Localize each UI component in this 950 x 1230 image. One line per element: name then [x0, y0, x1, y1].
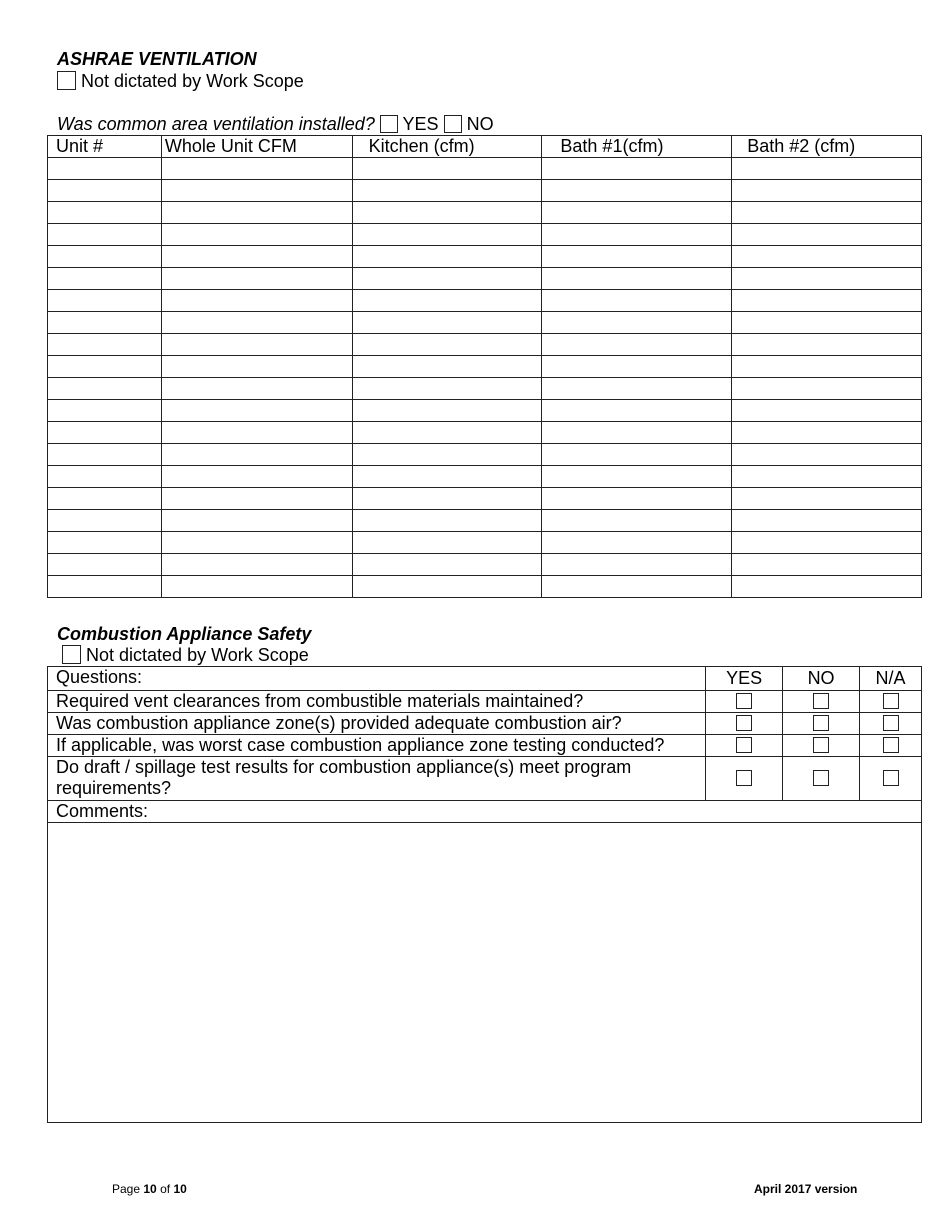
ventilation-cell[interactable] — [48, 488, 162, 510]
ventilation-cell[interactable] — [48, 466, 162, 488]
ventilation-cell[interactable] — [542, 422, 732, 444]
ventilation-cell[interactable] — [352, 400, 542, 422]
ventilation-cell[interactable] — [352, 224, 542, 246]
ventilation-cell[interactable] — [48, 400, 162, 422]
ventilation-cell[interactable] — [542, 400, 732, 422]
ventilation-row — [48, 466, 922, 488]
ventilation-cell[interactable] — [48, 378, 162, 400]
ventilation-cell[interactable] — [48, 356, 162, 378]
ventilation-cell[interactable] — [732, 290, 922, 312]
ventilation-row — [48, 202, 922, 224]
ashrae-title: ASHRAE VENTILATION — [57, 49, 257, 69]
ventilation-cell[interactable] — [161, 422, 352, 444]
ventilation-cell[interactable] — [732, 422, 922, 444]
ventilation-cell[interactable] — [161, 576, 352, 598]
ventilation-cell[interactable] — [161, 510, 352, 532]
q2-no-checkbox[interactable] — [813, 715, 829, 731]
q1-na-checkbox[interactable] — [883, 693, 899, 709]
ventilation-cell[interactable] — [352, 422, 542, 444]
ventilation-cell[interactable] — [352, 510, 542, 532]
ashrae-not-dictated-label: Not dictated by Work Scope — [81, 71, 304, 91]
q2-na-checkbox[interactable] — [883, 715, 899, 731]
q1-yes-checkbox[interactable] — [736, 693, 752, 709]
page-total: 10 — [173, 1182, 187, 1196]
ventilation-cell[interactable] — [48, 246, 162, 268]
ventilation-row — [48, 532, 922, 554]
common-area-yes-label: YES — [402, 114, 439, 134]
ventilation-cell[interactable] — [732, 378, 922, 400]
ventilation-cell[interactable] — [352, 576, 542, 598]
combustion-title: Combustion Appliance Safety — [57, 624, 312, 644]
combustion-not-dictated-row — [62, 645, 309, 666]
ventilation-cell[interactable] — [542, 334, 732, 356]
ventilation-cell[interactable] — [542, 356, 732, 378]
ventilation-cell[interactable] — [732, 554, 922, 576]
ventilation-cell[interactable] — [48, 180, 162, 202]
ventilation-cell[interactable] — [48, 422, 162, 444]
ventilation-cell[interactable] — [161, 158, 352, 180]
ventilation-cell[interactable] — [542, 246, 732, 268]
question-row — [48, 757, 922, 801]
q1-no-checkbox[interactable] — [813, 693, 829, 709]
yes-header: YES — [706, 667, 783, 691]
combustion-not-dictated-label: Not dictated by Work Scope — [86, 645, 309, 665]
version-label: April 2017 version — [754, 1182, 858, 1196]
ventilation-cell[interactable] — [352, 488, 542, 510]
combustion-header-row — [48, 667, 922, 691]
ventilation-row — [48, 180, 922, 202]
comments-label-row — [48, 801, 922, 823]
ventilation-cell[interactable] — [352, 158, 542, 180]
ventilation-cell[interactable] — [48, 576, 162, 598]
ventilation-cell[interactable] — [161, 202, 352, 224]
ventilation-cell[interactable] — [161, 400, 352, 422]
ventilation-cell[interactable] — [542, 554, 732, 576]
q4-yes-checkbox[interactable] — [736, 770, 752, 786]
ventilation-cell[interactable] — [542, 532, 732, 554]
q3-na-checkbox[interactable] — [883, 737, 899, 753]
ventilation-cell[interactable] — [732, 334, 922, 356]
question-row — [48, 691, 922, 713]
question-row — [48, 713, 922, 735]
ventilation-cell[interactable] — [161, 356, 352, 378]
ventilation-cell[interactable] — [48, 334, 162, 356]
ventilation-cell[interactable] — [352, 202, 542, 224]
ashrae-not-dictated-row — [57, 71, 304, 92]
ventilation-row — [48, 444, 922, 466]
ventilation-cell[interactable] — [161, 532, 352, 554]
ventilation-cell[interactable] — [161, 180, 352, 202]
ventilation-cell[interactable] — [161, 444, 352, 466]
ventilation-cell[interactable] — [732, 246, 922, 268]
na-header: N/A — [860, 667, 922, 691]
ventilation-row — [48, 290, 922, 312]
ventilation-cell[interactable] — [732, 444, 922, 466]
comments-area[interactable] — [48, 823, 922, 1123]
ventilation-cell[interactable] — [542, 158, 732, 180]
ventilation-cell[interactable] — [732, 268, 922, 290]
ventilation-row — [48, 224, 922, 246]
comments-label: Comments: — [48, 801, 922, 823]
ventilation-cell[interactable] — [48, 532, 162, 554]
ventilation-row — [48, 334, 922, 356]
ventilation-cell[interactable] — [161, 378, 352, 400]
col-header-bath1: Bath #1(cfm) — [542, 136, 732, 158]
ventilation-cell[interactable] — [732, 400, 922, 422]
ventilation-cell[interactable] — [161, 246, 352, 268]
questions-header: Questions: — [48, 667, 706, 691]
page-current: 10 — [143, 1182, 157, 1196]
ventilation-cell[interactable] — [732, 224, 922, 246]
ventilation-row — [48, 356, 922, 378]
ventilation-cell[interactable] — [542, 576, 732, 598]
ventilation-cell[interactable] — [352, 180, 542, 202]
ventilation-cell[interactable] — [542, 466, 732, 488]
ventilation-cell[interactable] — [542, 444, 732, 466]
page-prefix: Page — [112, 1182, 141, 1196]
no-header: NO — [783, 667, 860, 691]
ventilation-cell[interactable] — [161, 268, 352, 290]
ventilation-cell[interactable] — [732, 158, 922, 180]
common-area-no-label: NO — [466, 114, 494, 134]
ventilation-cell[interactable] — [352, 532, 542, 554]
ventilation-cell[interactable] — [542, 268, 732, 290]
ventilation-header-row — [48, 136, 922, 158]
col-header-kitchen: Kitchen (cfm) — [352, 136, 542, 158]
ventilation-cell[interactable] — [161, 488, 352, 510]
ventilation-cell[interactable] — [732, 202, 922, 224]
ventilation-cell[interactable] — [732, 466, 922, 488]
ventilation-cell[interactable] — [48, 510, 162, 532]
ventilation-row — [48, 312, 922, 334]
ventilation-row — [48, 576, 922, 598]
page-of: of — [160, 1182, 171, 1196]
combustion-table — [47, 666, 922, 1123]
ashrae-not-dictated-checkbox[interactable] — [57, 71, 76, 90]
ventilation-cell[interactable] — [352, 334, 542, 356]
ventilation-cell[interactable] — [48, 444, 162, 466]
ventilation-cell[interactable] — [542, 510, 732, 532]
common-area-yes-checkbox[interactable] — [380, 115, 398, 133]
q4-na-checkbox[interactable] — [883, 770, 899, 786]
ventilation-row — [48, 400, 922, 422]
ventilation-cell[interactable] — [732, 510, 922, 532]
ventilation-cell[interactable] — [732, 488, 922, 510]
ventilation-cell[interactable] — [48, 268, 162, 290]
ventilation-cell[interactable] — [542, 224, 732, 246]
ventilation-row — [48, 378, 922, 400]
common-area-question: Was common area ventilation installed? — [57, 114, 375, 134]
q2-yes-checkbox[interactable] — [736, 715, 752, 731]
ventilation-cell[interactable] — [352, 466, 542, 488]
ventilation-row — [48, 246, 922, 268]
ventilation-cell[interactable] — [352, 290, 542, 312]
comments-area-row — [48, 823, 922, 1123]
common-area-question-row — [57, 114, 494, 135]
ventilation-cell[interactable] — [732, 180, 922, 202]
question-text: Required vent clearances from combustible materials maintained? — [48, 691, 706, 713]
ventilation-row — [48, 268, 922, 290]
ventilation-cell[interactable] — [352, 312, 542, 334]
question-text: Do draft / spillage test results for combustion appliance(s) meet program requirements? — [48, 757, 706, 801]
ventilation-row — [48, 510, 922, 532]
ventilation-cell[interactable] — [161, 290, 352, 312]
ventilation-cell[interactable] — [352, 356, 542, 378]
ventilation-cell[interactable] — [161, 334, 352, 356]
ventilation-row — [48, 422, 922, 444]
ventilation-cell[interactable] — [542, 488, 732, 510]
q4-no-checkbox[interactable] — [813, 770, 829, 786]
ventilation-cell[interactable] — [732, 532, 922, 554]
ventilation-cell[interactable] — [542, 312, 732, 334]
q3-no-checkbox[interactable] — [813, 737, 829, 753]
question-row — [48, 735, 922, 757]
question-text: If applicable, was worst case combustion appliance zone testing conducted? — [48, 735, 706, 757]
ventilation-cell[interactable] — [48, 554, 162, 576]
col-header-unit: Unit # — [48, 136, 162, 158]
ventilation-cell[interactable] — [352, 268, 542, 290]
ventilation-cell[interactable] — [161, 554, 352, 576]
ventilation-cell[interactable] — [48, 290, 162, 312]
ventilation-cell[interactable] — [161, 312, 352, 334]
ventilation-cell[interactable] — [542, 290, 732, 312]
common-area-no-checkbox[interactable] — [444, 115, 462, 133]
ventilation-cell[interactable] — [352, 246, 542, 268]
ventilation-row — [48, 488, 922, 510]
ventilation-row — [48, 158, 922, 180]
ventilation-table — [47, 135, 922, 598]
ventilation-cell[interactable] — [161, 224, 352, 246]
ventilation-row — [48, 554, 922, 576]
ventilation-cell[interactable] — [352, 444, 542, 466]
q3-yes-checkbox[interactable] — [736, 737, 752, 753]
ventilation-cell[interactable] — [352, 378, 542, 400]
col-header-bath2: Bath #2 (cfm) — [732, 136, 922, 158]
ventilation-cell[interactable] — [352, 554, 542, 576]
ventilation-cell[interactable] — [48, 224, 162, 246]
combustion-not-dictated-checkbox[interactable] — [62, 645, 81, 664]
ventilation-cell[interactable] — [542, 378, 732, 400]
ventilation-cell[interactable] — [732, 312, 922, 334]
ventilation-cell[interactable] — [48, 312, 162, 334]
page-number — [112, 1182, 187, 1196]
col-header-whole-unit-cfm: Whole Unit CFM — [161, 136, 352, 158]
ventilation-cell[interactable] — [542, 180, 732, 202]
ventilation-cell[interactable] — [161, 466, 352, 488]
ventilation-cell[interactable] — [732, 576, 922, 598]
ventilation-cell[interactable] — [48, 158, 162, 180]
question-text: Was combustion appliance zone(s) provided adequate combustion air? — [48, 713, 706, 735]
ventilation-cell[interactable] — [48, 202, 162, 224]
ventilation-cell[interactable] — [542, 202, 732, 224]
ventilation-cell[interactable] — [732, 356, 922, 378]
